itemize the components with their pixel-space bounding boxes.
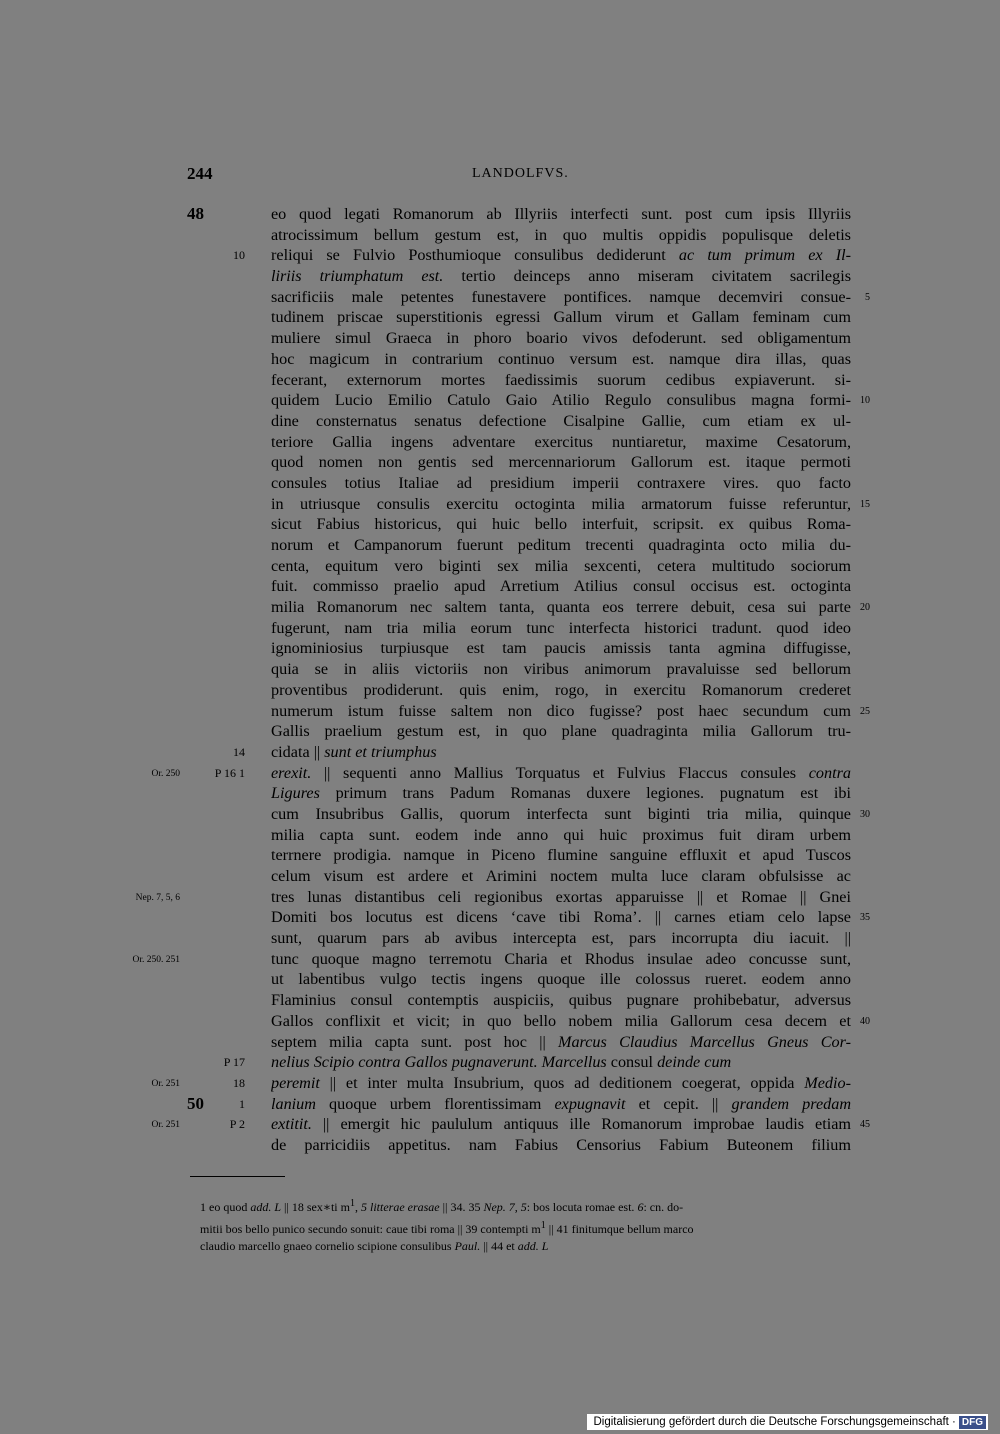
main-text <box>0 204 1000 1156</box>
line-text: Domiti bos locutus est dicens ‘cave tibi Roma’. || carnes etiam celo lapse <box>271 908 851 927</box>
text-line <box>0 535 1000 556</box>
line-text: ut labentibus vulgo tectis ingens quoque ille colossus rueret. eodem anno <box>271 970 851 989</box>
line-text: extitit. || emergit hic paululum antiquus ille Romanorum improbae laudis etiam <box>271 1115 851 1134</box>
manuscript-line-marker: 10 <box>233 248 245 263</box>
text-line <box>0 680 1000 701</box>
text-line <box>0 432 1000 453</box>
manuscript-line-marker: 1 <box>239 1096 245 1111</box>
line-number: 15 <box>860 498 870 510</box>
manuscript-line-marker: 14 <box>233 744 245 759</box>
line-text: quod nomen non gentis sed mercennariorum Gallorum est. itaque permoti <box>271 453 851 472</box>
line-text: de parricidiis appetitus. nam Fabius Censorius Fabium Buteonem filium <box>271 1135 851 1154</box>
line-text: quidem Lucio Emilio Catulo Gaio Atilio Regulo consulibus magna formi- <box>271 391 851 410</box>
footnote-rule <box>190 1176 285 1177</box>
text-line <box>0 245 1000 266</box>
line-text: fuit. commisso praelio apud Arretium Atilius consul occisus est. octoginta <box>271 577 851 596</box>
credit-text: Digitalisierung gefördert durch die Deutsche Forschungsgemeinschaft · <box>593 1416 956 1428</box>
text-line <box>0 225 1000 246</box>
line-number: 35 <box>860 912 870 924</box>
line-number: 25 <box>860 705 870 717</box>
text-line <box>0 659 1000 680</box>
line-text: centa, equitum vero biginti sex milia sexcenti, cetera multitudo sociorum <box>271 556 851 575</box>
text-line <box>0 204 1000 225</box>
line-text: celum visum est ardere et Arimini noctem multa luce claram obfulsisse ac <box>271 867 851 885</box>
line-text: milia Romanorum nec saltem tanta, quanta eos terrere debuit, cesa sui parte <box>271 598 851 617</box>
line-text: dine consternatus senatus defectione Cisalpine Gallie, cum etiam ex ul- <box>271 411 851 430</box>
line-text: proventibus prodiderunt. quis enim, rogo, in exercitu Romanorum crederet <box>271 680 851 699</box>
line-text: Gallis praelium gestum est, in quo plane quadraginta milia Gallorum tru- <box>271 722 851 741</box>
text-line <box>0 1032 1000 1053</box>
text-line <box>0 287 1000 308</box>
text-line <box>0 928 1000 949</box>
line-text: fecerant, externorum mortes faedissimis suorum cedibus expiaverunt. si- <box>271 370 851 389</box>
text-line <box>0 866 1000 887</box>
text-line <box>0 949 1000 970</box>
line-text: erexit. || sequenti anno Mallius Torquatus et Fulvius Flaccus consules contra <box>271 763 851 782</box>
line-text: cidata || sunt et triumphus <box>271 742 437 761</box>
page-number: 244 <box>187 164 213 183</box>
text-line <box>0 411 1000 432</box>
line-text: liriis triumphatum est. tertio deinceps anno miseram civitatem sacrilegis <box>271 267 851 286</box>
footnote-line: mitii bos bello punico secundo sonuit: caue tibi roma || 39 contempti $m^1$ || 41 finitumque bellum marco <box>200 1219 694 1236</box>
text-line <box>0 887 1000 908</box>
manuscript-line-marker: P 2 <box>229 1117 245 1132</box>
manuscript-line-marker: P 16 1 <box>214 765 245 780</box>
line-text: peremit || et inter multa Insubrium, quos ad deditionem coegerat, oppida Medio- <box>271 1073 851 1092</box>
text-line <box>0 1114 1000 1135</box>
text-line <box>0 990 1000 1011</box>
dfg-logo-icon: DFG <box>959 1416 986 1429</box>
line-text: Ligures primum trans Padum Romanas duxere legiones. pugnatum est ibi <box>271 784 851 803</box>
line-number: 5 <box>865 291 870 303</box>
line-text: in utriusque consulis exercitu octoginta milia armatorum fuisse referuntur, <box>271 494 851 513</box>
text-line <box>0 1135 1000 1156</box>
text-line <box>0 349 1000 370</box>
source-reference: Nep. 7, 5, 6 <box>135 892 180 903</box>
text-line <box>0 597 1000 618</box>
line-text: Gallos conflixit et vicit; in quo bello nobem milia Gallorum cesa decem et <box>271 1011 851 1030</box>
line-text: nelius Scipio contra Gallos pugnaverunt. Marcellus consul deinde cum <box>271 1053 732 1072</box>
text-line <box>0 701 1000 722</box>
chapter-number: 50 <box>187 1093 204 1113</box>
line-text: reliqui se Fulvio Posthumioque consulibus dediderunt ac tum primum ex Il- <box>271 246 851 265</box>
source-reference: Or. 251 <box>151 1078 180 1089</box>
line-number: 30 <box>860 808 870 820</box>
line-text: hoc magicum in contrarium continuo versum est. namque dira illas, quas <box>271 349 851 368</box>
text-line <box>0 618 1000 639</box>
line-text: tres lunas distantibus celi regionibus exortas apparuisse || et Romae || Gnei <box>271 887 851 906</box>
line-number: 20 <box>860 602 870 614</box>
text-line <box>0 473 1000 494</box>
line-text: tunc quoque magno terremotu Charia et Rhodus insulae adeo concusse sunt, <box>271 949 851 968</box>
footnote-line: claudio marcello gnaeo cornelio scipione consulibus Paul. || 44 et add. L <box>200 1239 549 1253</box>
manuscript-line-marker: P 17 <box>223 1055 245 1070</box>
line-text: fugerunt, nam tria milia eorum tunc interfecta historici tradunt. quod ideo <box>271 618 851 637</box>
line-text: muliere simul Graeca in phoro boario vivos defoderunt. sed obligamentum <box>271 329 851 348</box>
text-line <box>0 638 1000 659</box>
text-line <box>0 576 1000 597</box>
line-text: milia capta sunt. eodem inde anno qui huic proximus fuit diram urbem <box>271 825 851 844</box>
source-reference: Or. 250 <box>151 768 180 779</box>
text-line <box>0 370 1000 391</box>
line-text: septem milia capta sunt. post hoc || Marcus Claudius Marcellus Gneus Cor- <box>271 1032 851 1051</box>
text-line <box>0 763 1000 784</box>
text-line <box>0 825 1000 846</box>
text-line <box>0 556 1000 577</box>
line-number: 10 <box>860 395 870 407</box>
text-line <box>0 907 1000 928</box>
line-text: terrnere prodigia. namque in Piceno flumine sanguine effluxit et apud Tuscos <box>271 846 851 865</box>
text-line <box>0 1094 1000 1115</box>
text-line <box>0 804 1000 825</box>
line-number: 45 <box>860 1119 870 1131</box>
footnotes <box>200 1195 850 1256</box>
text-line <box>0 742 1000 763</box>
text-line <box>0 783 1000 804</box>
footnote-line: 1 eo quod add. L || 18 sex∗ti $m^1$, 5 litterae erasae || 34. 35 Nep. 7, 5: bos locuta romae est. 6: cn. do- <box>200 1198 684 1214</box>
line-text: Flaminius consul contemptis auspiciis, quibus pugnare prohibebatur, adversus <box>271 991 851 1010</box>
text-line <box>0 452 1000 473</box>
text-line <box>0 1052 1000 1073</box>
text-line <box>0 1011 1000 1032</box>
text-line <box>0 969 1000 990</box>
line-text: sunt, quarum pars ab avibus intercepta est, pars incorrupta diu iacuit. || <box>271 929 851 948</box>
source-reference: Or. 251 <box>151 1120 180 1131</box>
text-line <box>0 390 1000 411</box>
line-text: tudinem priscae superstitionis egressi Gallum virum et Gallam feminam cum <box>271 308 851 327</box>
manuscript-line-marker: 18 <box>233 1075 245 1090</box>
line-text: lanium quoque urbem florentissimam expugnavit et cepit. || grandem predam <box>271 1094 851 1113</box>
line-text: ignominiosius turpiusque est tam paucis amissis tanta agmina diffugisse, <box>271 639 851 658</box>
text-line <box>0 307 1000 328</box>
digitization-credit <box>587 1414 988 1430</box>
line-text: atrocissimum bellum gestum est, in quo multis oppidis populisque deletis <box>271 225 851 244</box>
running-head: LANDOLFVS. <box>472 166 569 181</box>
text-line <box>0 845 1000 866</box>
line-text: consules totius Italiae ad presidium imperii contraxere vires. quo facto <box>271 473 851 492</box>
text-line <box>0 494 1000 515</box>
text-line <box>0 266 1000 287</box>
line-text: cum Insubribus Gallis, quorum interfecta sunt biginti tria milia, quinque <box>271 804 851 823</box>
text-line <box>0 514 1000 535</box>
line-number: 40 <box>860 1015 870 1027</box>
line-text: sacrificiis male petentes funestavere pontifices. namque decemviri consue- <box>271 287 851 306</box>
chapter-number: 48 <box>187 204 204 223</box>
line-text: sicut Fabius historicus, qui huic bello interfuit, scripsit. ex quibus Roma- <box>271 515 851 534</box>
line-text: norum et Campanorum fuerunt peditum trecenti quadraginta octo milia du- <box>271 536 851 554</box>
text-line <box>0 721 1000 742</box>
source-reference: Or. 250. 251 <box>132 954 180 965</box>
line-text: quia se in aliis victoriis non viribus animorum pravaluisse sed bellorum <box>271 660 851 679</box>
text-line <box>0 328 1000 349</box>
line-text: numerum istum fuisse saltem non dico fugisse? post haec secundum cum <box>271 701 851 720</box>
line-text: eo quod legati Romanorum ab Illyriis interfecti sunt. post cum ipsis Illyriis <box>271 205 851 223</box>
line-text: teriore Gallia ingens adventare exercitus nuntiaretur, maxime Cesatorum, <box>271 432 851 451</box>
text-line <box>0 1073 1000 1094</box>
